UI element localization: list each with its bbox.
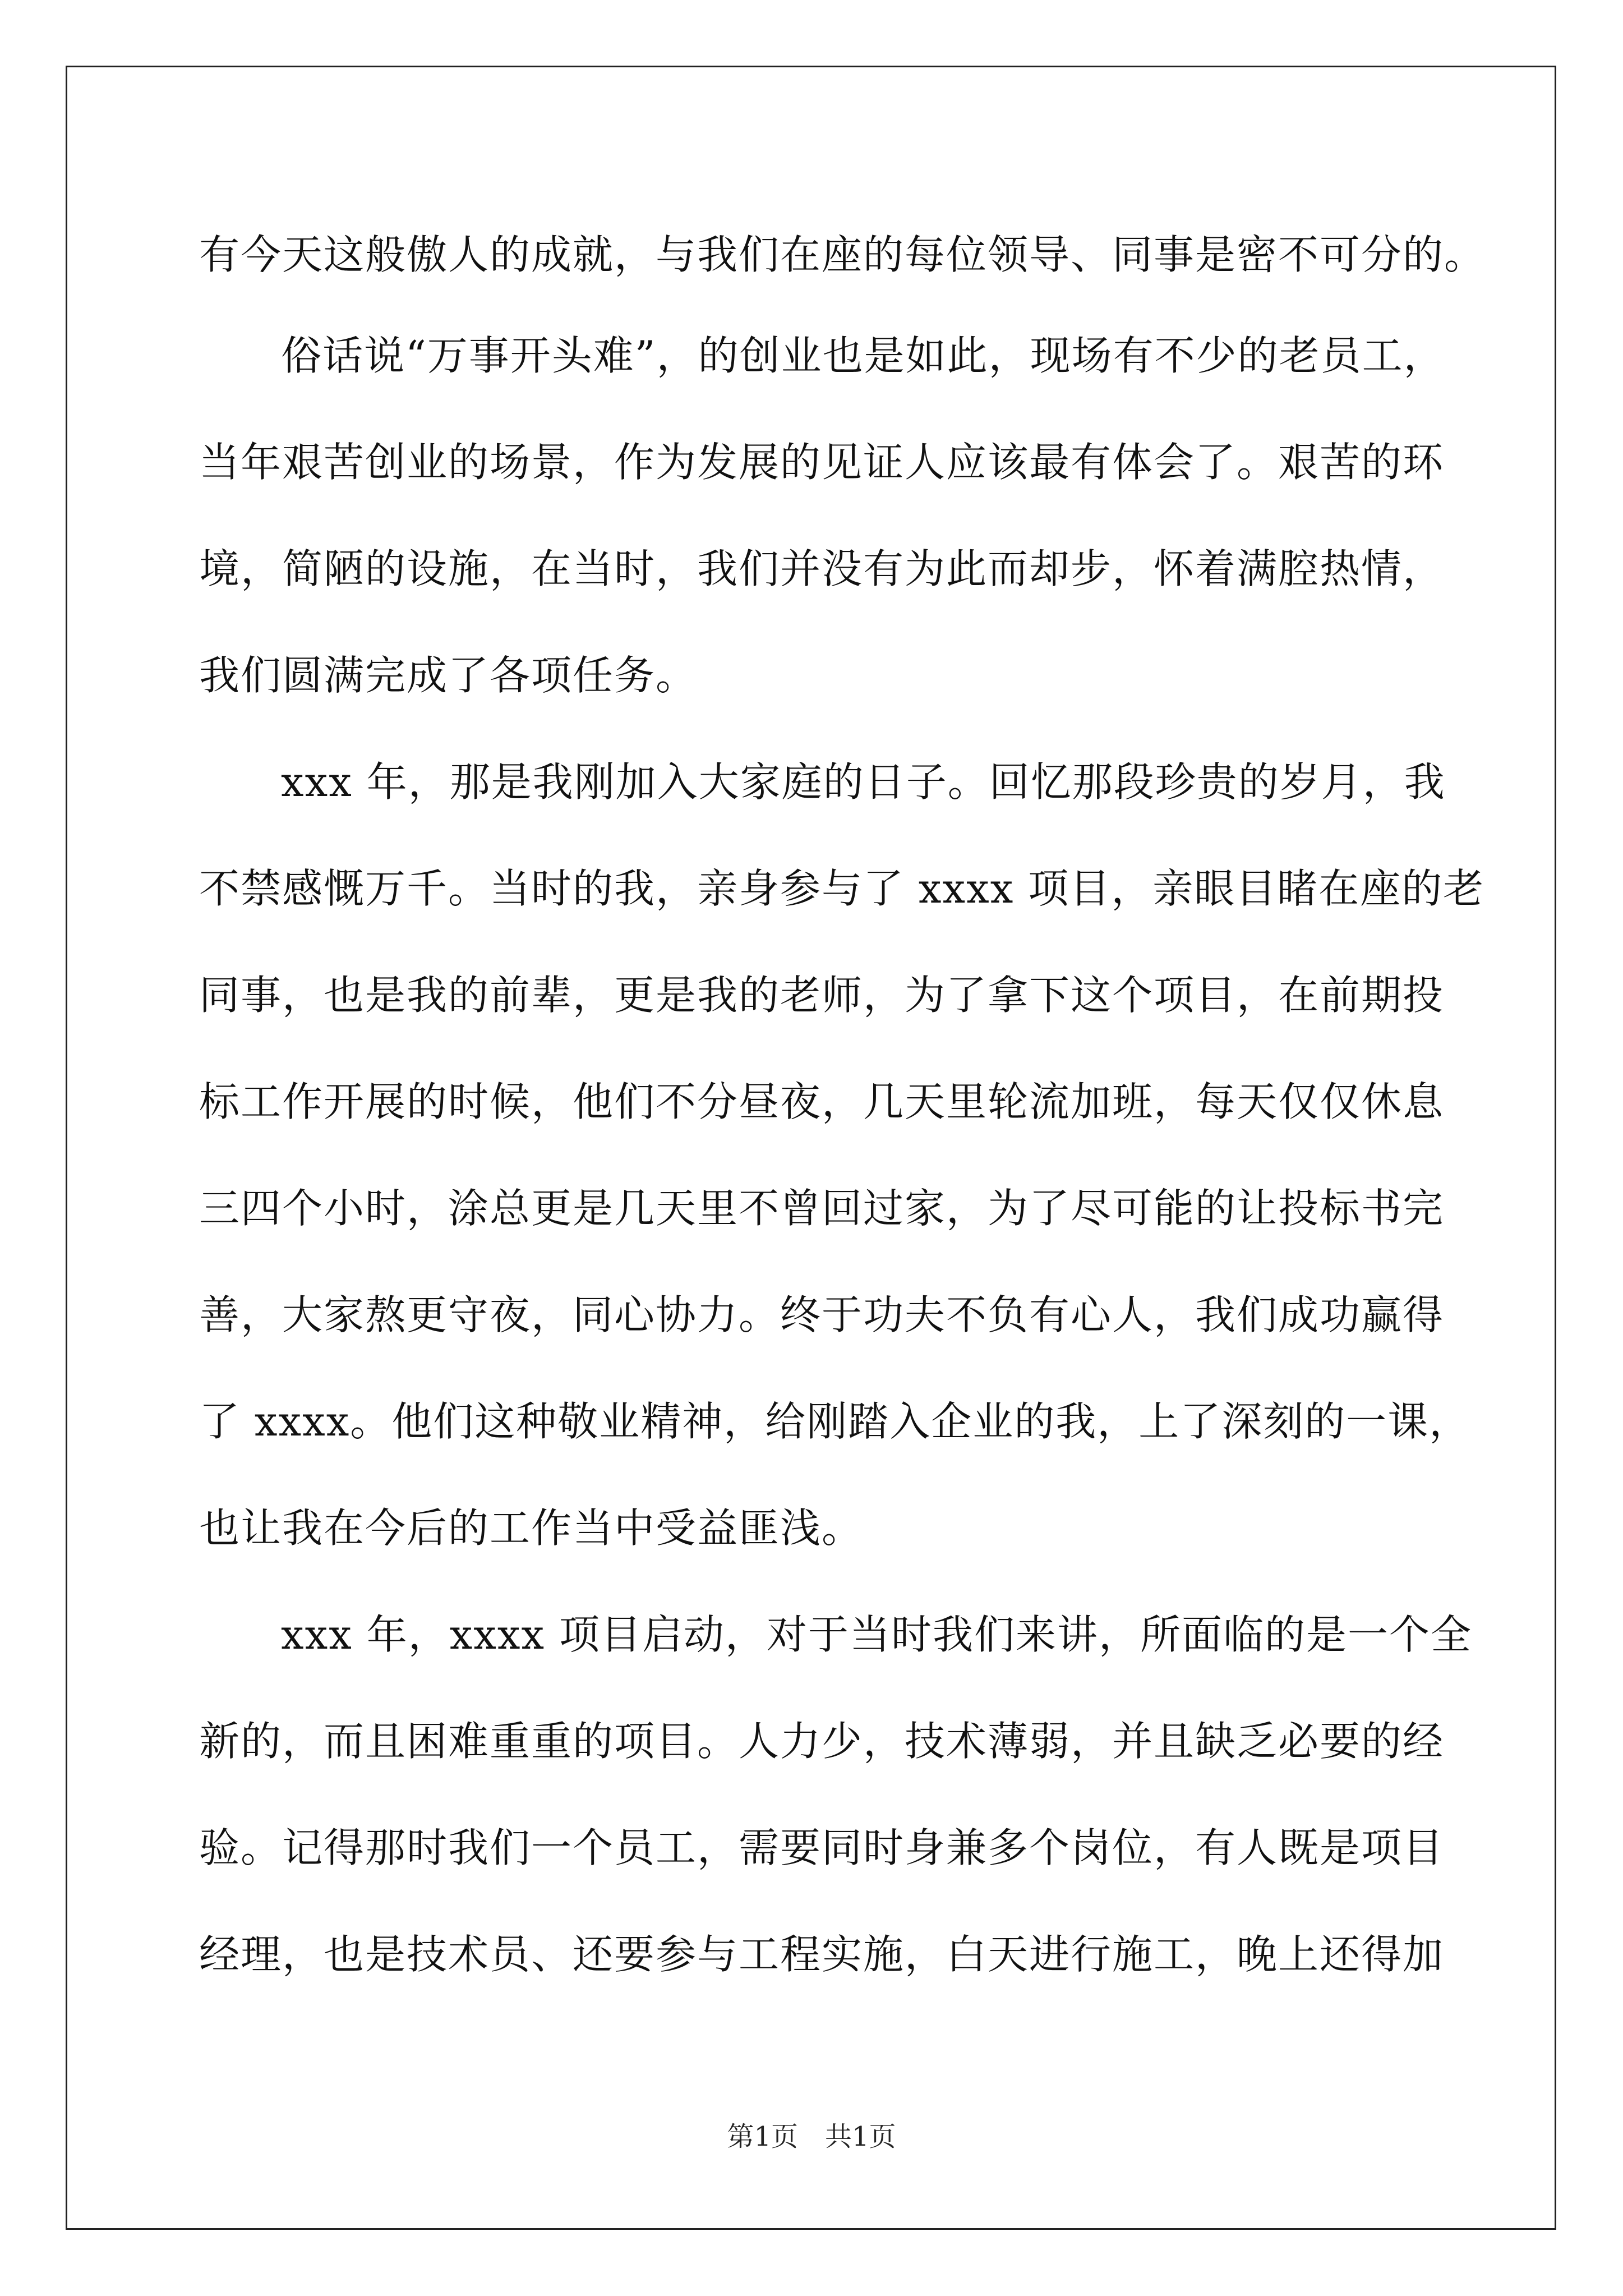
text-line: 新的，而且困难重重的项目。人力少，技术薄弱，并且缺乏必要的经 bbox=[199, 1718, 1445, 1765]
text-line: 我们圆满完成了各项任务。 bbox=[199, 652, 698, 699]
text-line: 同事，也是我的前辈，更是我的老师，为了拿下这个项目，在前期投 bbox=[199, 972, 1445, 1019]
paragraph-first-line: xxx 年，那是我刚加入大家庭的日子。回忆那段珍贵的岁月，我 bbox=[281, 758, 1446, 806]
text-line: 境，简陋的设施，在当时，我们并没有为此而却步，怀着满腔热情， bbox=[199, 545, 1445, 592]
text-line: 善，大家熬更守夜，同心协力。终于功夫不负有心人，我们成功赢得 bbox=[199, 1291, 1445, 1338]
paragraph-first-line: 俗话说“万事开头难”，的创业也是如此，现场有不少的老员工， bbox=[281, 332, 1445, 379]
text-line: 也让我在今后的工作当中受益匪浅。 bbox=[199, 1504, 864, 1552]
text-line: 三四个小时，涂总更是几天里不曾回过家，为了尽可能的让投标书完 bbox=[199, 1185, 1445, 1232]
text-line: 标工作开展的时候，他们不分昼夜，几天里轮流加班，每天仅仅休息 bbox=[199, 1078, 1445, 1125]
paragraph-first-line: xxx 年，xxxx 项目启动，对于当时我们来讲，所面临的是一个全 bbox=[281, 1611, 1473, 1658]
page-border bbox=[66, 66, 1556, 2230]
text-line: 不禁感慨万千。当时的我，亲身参与了 xxxx 项目，亲眼目睹在座的老 bbox=[199, 865, 1485, 912]
text-line: 当年艰苦创业的场景，作为发展的见证人应该最有体会了。艰苦的环 bbox=[199, 439, 1445, 486]
text-line: 经理，也是技术员、还要参与工程实施，白天进行施工，晚上还得加 bbox=[199, 1931, 1445, 1978]
text-line: 验。记得那时我们一个员工，需要同时身兼多个岗位，有人既是项目 bbox=[199, 1824, 1445, 1871]
text-line: 有今天这般傲人的成就，与我们在座的每位领导、同事是密不可分的。 bbox=[199, 231, 1486, 278]
text-line: 了 xxxx。他们这种敬业精神，给刚踏入企业的我，上了深刻的一课， bbox=[199, 1398, 1471, 1445]
page-footer: 第1页 共1页 bbox=[727, 2121, 896, 2152]
